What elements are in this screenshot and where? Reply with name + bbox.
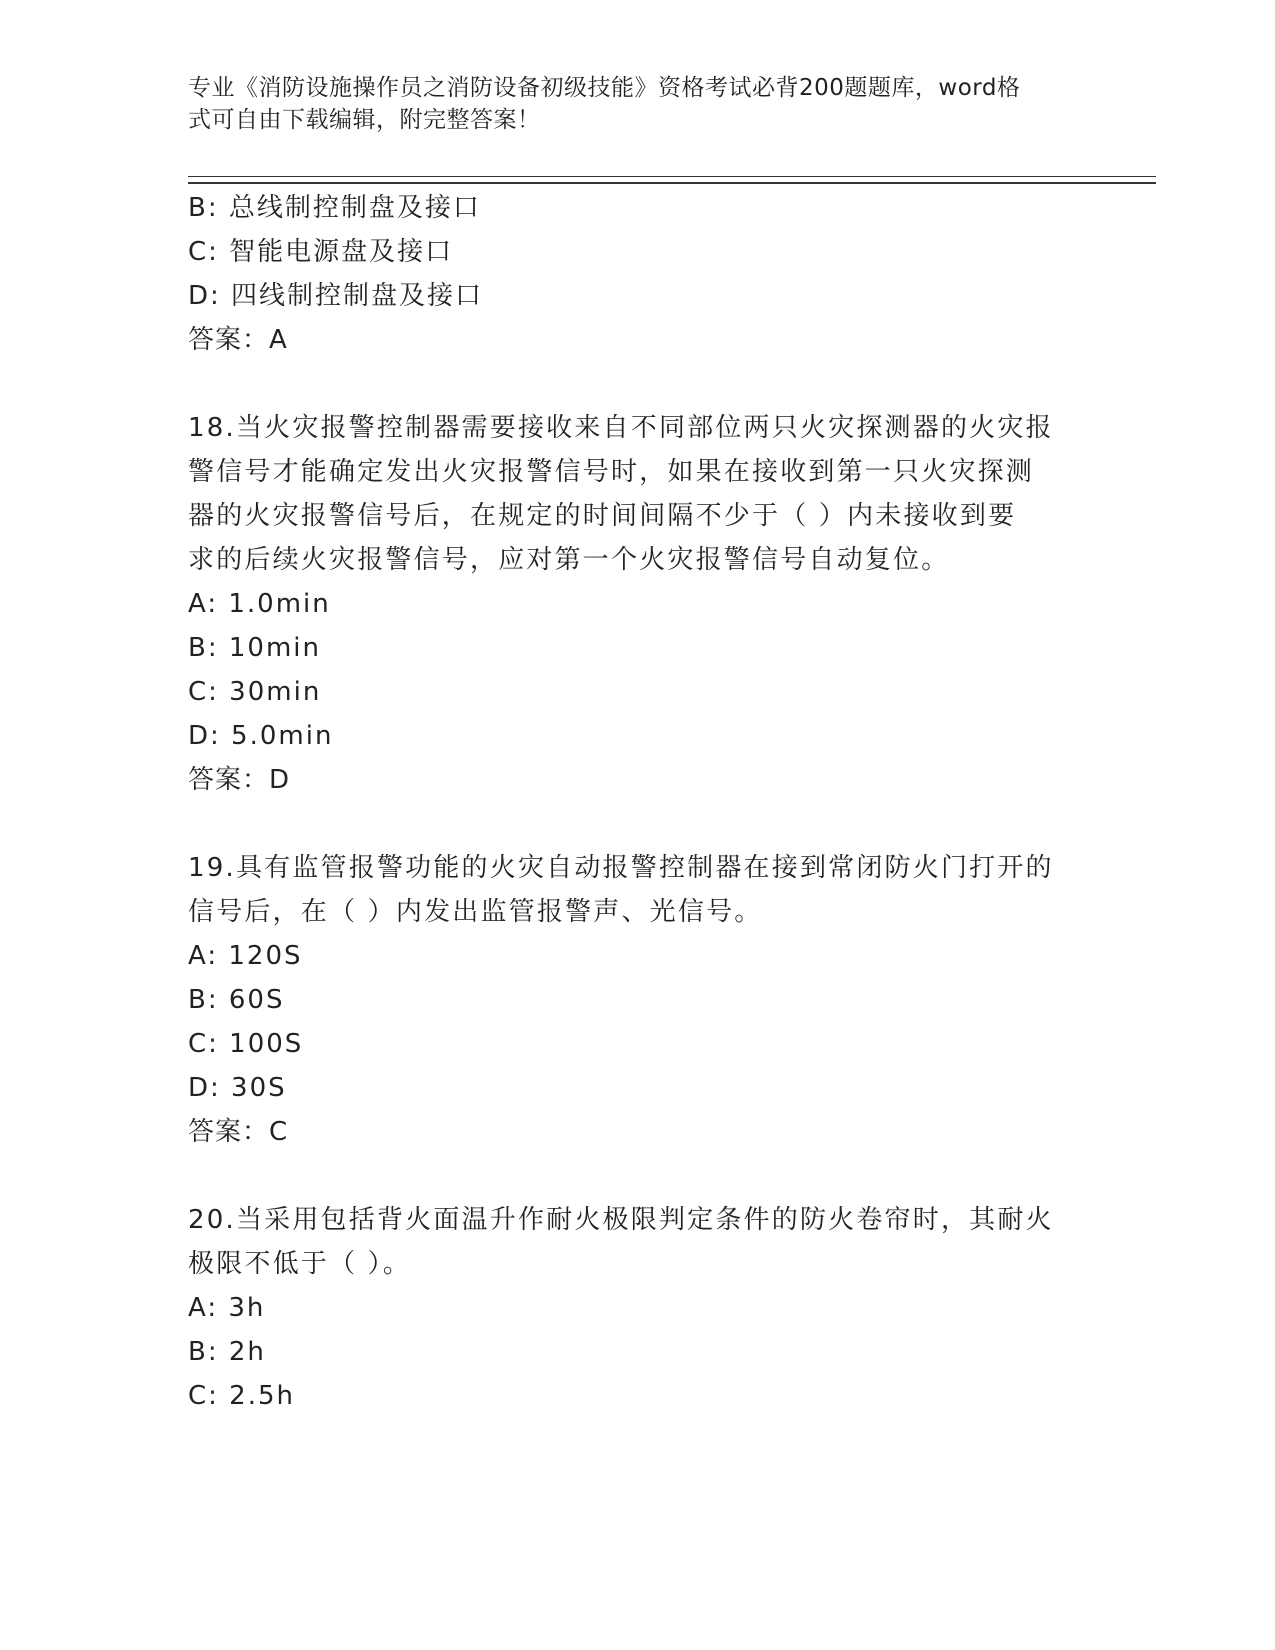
q18-stem-line-3: 器的火灾报警信号后，在规定的时间间隔不少于（ ）内未接收到要: [188, 501, 1017, 531]
q18-stem-line-1: 18.当火灾报警控制器需要接收来自不同部位两只火灾探测器的火灾报: [188, 413, 1054, 443]
q17-option-b: B: 总线制控制盘及接口: [188, 193, 481, 223]
q17-option-c: C: 智能电源盘及接口: [188, 237, 454, 267]
header-title-line-1: 专业《消防设施操作员之消防设备初级技能》资格考试必背200题题库，word格: [188, 75, 1021, 101]
q19-option-c: C: 100S: [188, 1029, 304, 1059]
header-divider-thick: [188, 182, 1156, 184]
q20-option-a: A: 3h: [188, 1293, 266, 1323]
q18-option-b: B: 10min: [188, 633, 321, 663]
q18-option-d: D: 5.0min: [188, 721, 334, 751]
q17-option-d: D: 四线制控制盘及接口: [188, 281, 484, 311]
q19-option-b: B: 60S: [188, 985, 285, 1015]
document-header: [188, 72, 1068, 136]
q20-stem-line-1: 20.当采用包括背火面温升作耐火极限判定条件的防火卷帘时，其耐火: [188, 1205, 1054, 1235]
q18-stem-line-4: 求的后续火灾报警信号，应对第一个火灾报警信号自动复位。: [188, 545, 950, 575]
q18-answer: 答案：D: [188, 765, 291, 795]
q18-stem-line-2: 警信号才能确定发出火灾报警信号时，如果在接收到第一只火灾探测: [188, 457, 1035, 487]
q19-option-d: D: 30S: [188, 1073, 287, 1103]
q19-option-a: A: 120S: [188, 941, 303, 971]
q20-stem-line-2: 极限不低于（ ）。: [188, 1249, 412, 1279]
header-divider-thin: [188, 176, 1156, 177]
q18-option-c: C: 30min: [188, 677, 322, 707]
header-title-line-2: 式可自由下载编辑，附完整答案！: [188, 107, 541, 133]
q17-answer: 答案：A: [188, 325, 288, 355]
q18-option-a: A: 1.0min: [188, 589, 331, 619]
q19-stem-line-1: 19.具有监管报警功能的火灾自动报警控制器在接到常闭防火门打开的: [188, 853, 1054, 883]
q20-option-c: C: 2.5h: [188, 1381, 296, 1411]
q19-answer: 答案：C: [188, 1117, 289, 1147]
q20-option-b: B: 2h: [188, 1337, 266, 1367]
q19-stem-line-2: 信号后，在（ ）内发出监管报警声、光信号。: [188, 897, 763, 927]
